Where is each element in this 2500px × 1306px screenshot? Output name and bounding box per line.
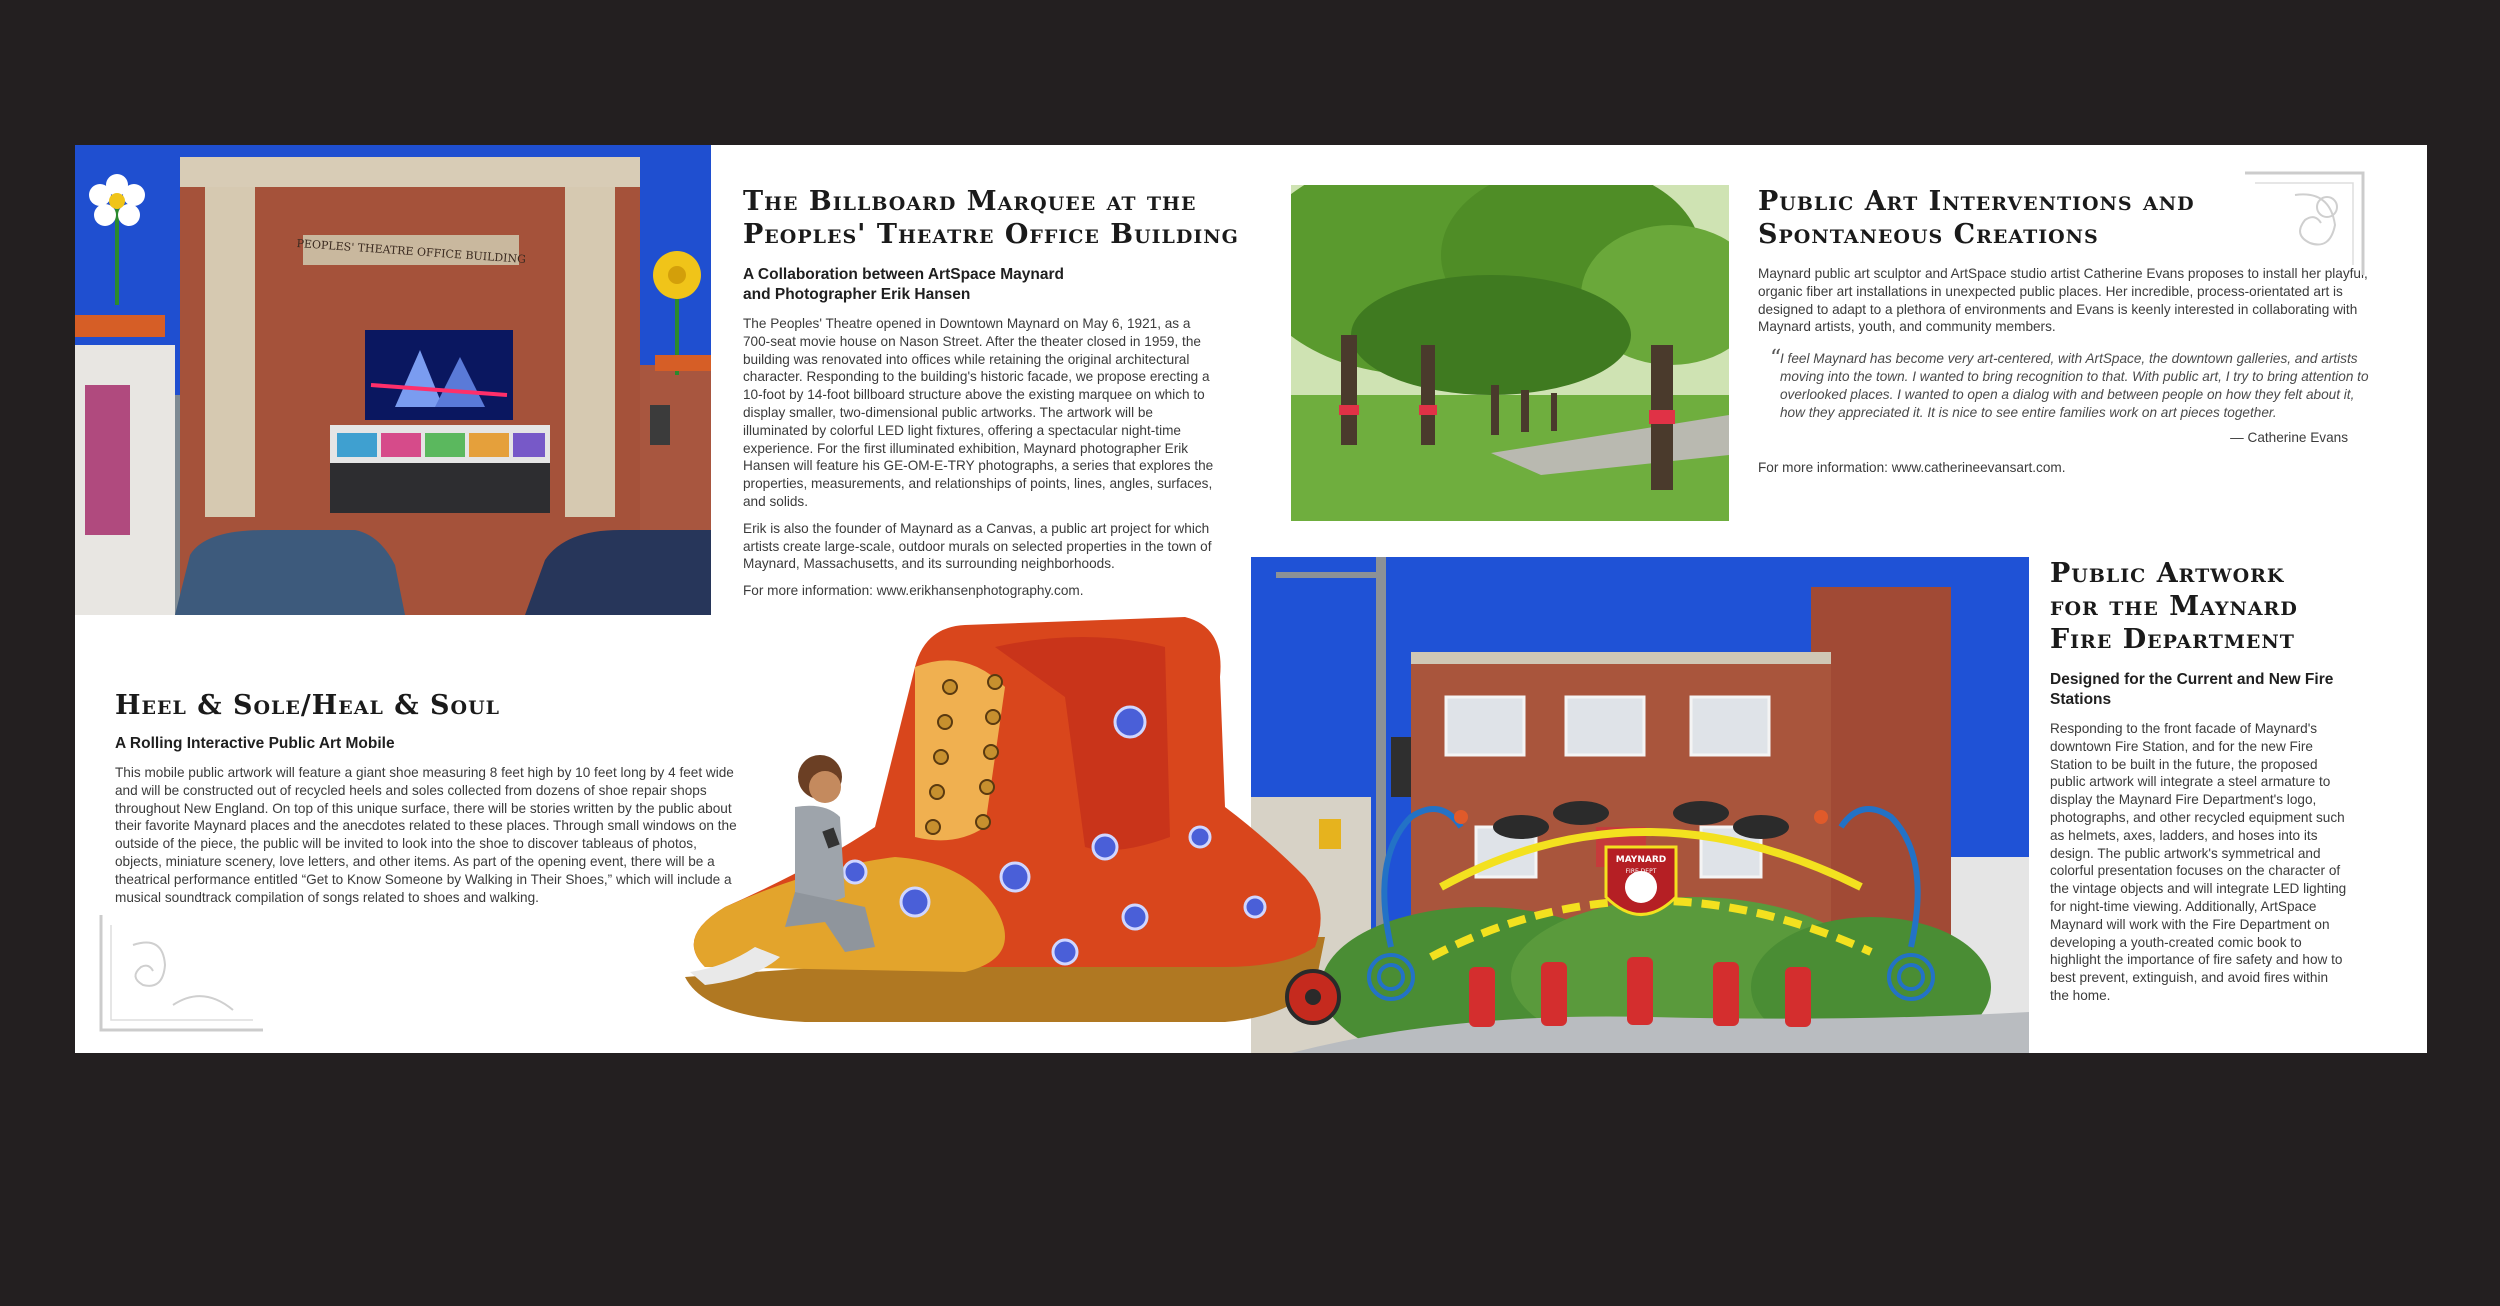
heel-title: Heel & Sole/Heal & Soul <box>115 690 501 721</box>
billboard-more-info: For more information: www.erikhansenphotography.com. <box>743 583 1084 599</box>
billboard-subtitle: A Collaboration between ArtSpace Maynard and Photographer Erik Hansen <box>743 266 1064 303</box>
fire-section <box>2050 557 2410 1005</box>
fire-paragraph-1: Responding to the front facade of Maynard's downtown Fire Station, and for the new Fire Station to be built in the future, the proposed public artwork will integrate a steel armature to display the Maynard Fire Department's logo, photographs, and other recycled equipment such as helmets, axes, ladders, and hoses into its design. The public artwork's symmetrical and colorful presentation focuses on the character of the vintage objects and will integrate LED lighting for night-time viewing. Additionally, ArtSpace Maynard will work with the Fire Department on developing a youth-created comic book to highlight the importance of fire safety and how to best prevent, extinguish, and avoid fires within the home. <box>2050 721 2347 1003</box>
interventions-more-info: For more information: www.catherineevansart.com. <box>1758 460 2066 476</box>
artist-quote <box>1758 346 2370 447</box>
billboard-paragraph-2: Erik is also the founder of Maynard as a Canvas, a public art project for which artists create large-scale, outdoor murals on selected properties in the town of Maynard, Massachusetts, and its surrounding neighborhoods. <box>743 520 1212 572</box>
fire-subtitle: Designed for the Current and New Fire Stations <box>2050 671 2334 708</box>
heel-paragraph-1: This mobile public artwork will feature a giant shoe measuring 8 feet high by 10 feet long by 4 feet wide and will be constructed out of recycled heels and soles collected from dozens of shoe repair shops throughout New England. On top of this unique surface, there will be stories written by the public about their favorite Maynard places and the anecdotes related to these places. Through small windows on the outside of the piece, the public will be invited to look into the shoe to discover tableaus of photos, objects, miniature scenery, love letters, and other items. As part of the opening event, there will be a theatrical performance entitled “Get to Know Someone by Walking in Their Shoes,” which will include a musical soundtrack compilation of songs related to shoes and walking. <box>115 765 737 905</box>
fire-title: Public Artwork for the Maynard Fire Department <box>2050 558 2298 655</box>
heel-section <box>115 689 755 906</box>
brochure-spread <box>75 145 2427 1053</box>
ornament-top-right <box>2235 165 2375 285</box>
interventions-paragraph-1: Maynard public art sculptor and ArtSpace studio artist Catherine Evans proposes to install her playful, organic fiber art installations in unexpected public places. Her incredible, process-orientated art is designed to adapt to a plethora of environments and Evans is keenly interested in collaborating with Maynard artists, youth, and community members. <box>1758 266 2368 335</box>
fire-badge-line1: MAYNARD <box>1615 855 1667 865</box>
ornament-bottom-left <box>93 905 273 1040</box>
billboard-section <box>743 185 1303 600</box>
fire-station-photo <box>1251 557 2029 1053</box>
quote-attribution: — Catherine Evans <box>2230 430 2348 446</box>
heel-subtitle: A Rolling Interactive Public Art Mobile <box>115 735 395 752</box>
giant-shoe-artwork <box>665 607 1365 1047</box>
interventions-title: Public Art Interventions and Spontaneous Creations <box>1758 186 2195 250</box>
theatre-sign: PEOPLES' THEATRE OFFICE BUILDING <box>296 237 527 267</box>
open-quote-icon: “ <box>1770 346 1782 372</box>
theatre-photo <box>75 145 711 615</box>
billboard-paragraph-1: The Peoples' Theatre opened in Downtown Maynard on May 6, 1921, as a 700-seat movie house on Nason Street. After the theater closed in 1959, the building was renovated into offices while retaining the original architectural character. Responding to the building's historic facade, we propose erecting a 10-foot by 14-foot billboard structure above the existing marquee on which to display smaller, two-dimensional public artworks. The artwork will be illuminated by colorful LED light fixtures, offering a spectacular night-time experience. For the first illuminated exhibition, Maynard photographer Erik Hansen will feature his GE-OM-E-TRY photographs, a series that explores the properties, measurements, and relationships of points, lines, angles, surfaces, and solids. <box>743 316 1214 509</box>
quote-text: I feel Maynard has become very art-centered, with ArtSpace, the downtown galleries, and artists moving into the town. I wanted to bring recognition to that. With public art, I try to bring attention to overlooked places. I wanted to open a dialog with and between people on how they felt about it, how they appreciated it. It is nice to see entire families work on art pieces together. <box>1780 351 2369 420</box>
trees-photo <box>1291 185 1729 521</box>
fire-badge-line2: FIRE DEPT <box>1625 868 1657 875</box>
billboard-title: The Billboard Marquee at the Peoples' Theatre Office Building <box>743 186 1239 250</box>
